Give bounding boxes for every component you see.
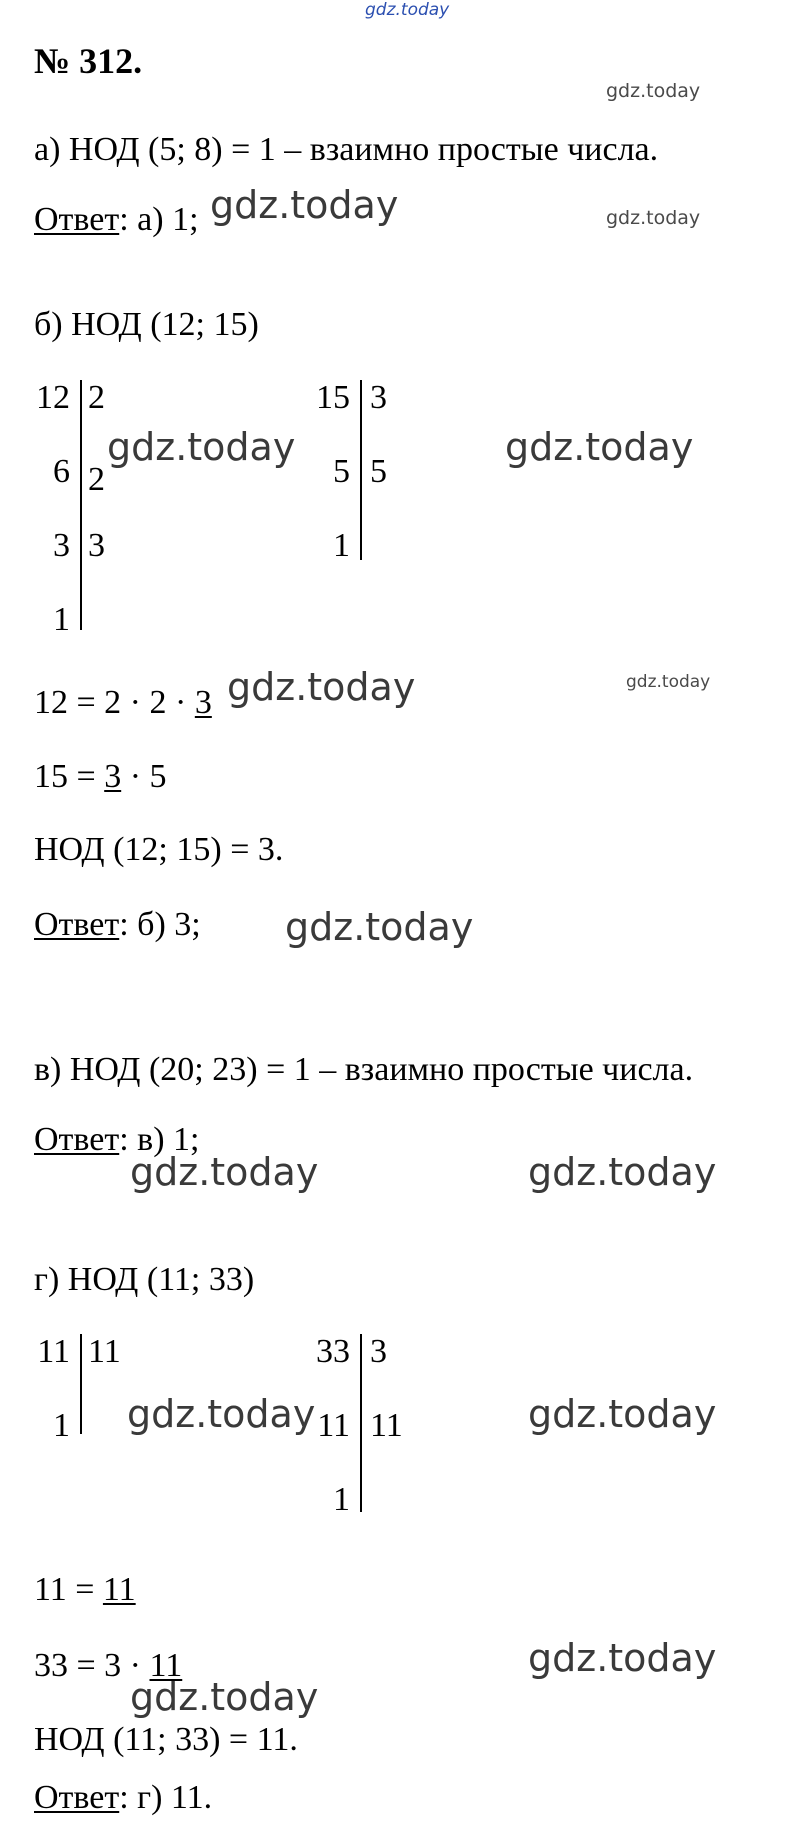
answer-label: Ответ (34, 1121, 120, 1158)
fact-left: 1 (333, 527, 350, 564)
watermark: gdz.today (528, 1392, 717, 1436)
part-v-line: в) НОД (20; 23) = 1 – взаимно простые числа. (34, 1051, 694, 1088)
eq-underlined: 11 (102, 1571, 136, 1608)
eq-text: 33 = 3 · (34, 1647, 150, 1684)
part-b-gcd: НОД (12; 15) = 3. (34, 831, 284, 868)
answer-value: : б) 3; (119, 906, 201, 943)
watermark-top: gdz.today (365, 0, 450, 20)
answer-label: Ответ (34, 1779, 120, 1816)
fact-right: 11 (370, 1407, 403, 1444)
watermark: gdz.today (505, 425, 694, 469)
part-b-heading: б) НОД (12; 15) (34, 306, 259, 343)
fact-right: 3 (370, 379, 387, 416)
part-g-gcd: НОД (11; 33) = 11. (34, 1721, 298, 1758)
eq-underlined: 3 (194, 684, 212, 721)
fact-right: 2 (88, 461, 105, 498)
fact-right: 5 (370, 453, 387, 490)
divider-line (80, 1334, 82, 1434)
part-b-eq1 (34, 683, 212, 723)
answer-value: : в) 1; (119, 1121, 200, 1158)
watermark: gdz.today (606, 207, 701, 229)
watermark: gdz.today (130, 1675, 319, 1719)
fact-left: 15 (316, 379, 350, 416)
fact-left: 33 (316, 1333, 350, 1370)
watermark: gdz.today (107, 425, 296, 469)
answer-label: Ответ (34, 906, 120, 943)
part-a-line: а) НОД (5; 8) = 1 – взаимно простые числа. (34, 131, 659, 168)
watermark: gdz.today (227, 665, 416, 709)
watermark: gdz.today (528, 1636, 717, 1680)
watermark: gdz.today (528, 1150, 717, 1194)
watermark: gdz.today (130, 1150, 319, 1194)
watermark: gdz.today (285, 905, 474, 949)
watermark: gdz.today (210, 183, 399, 227)
part-g-heading: г) НОД (11; 33) (34, 1261, 255, 1298)
eq-underlined: 3 (104, 758, 122, 795)
problem-title: № 312. (34, 41, 143, 81)
fact-left: 12 (36, 379, 70, 416)
fact-right: 11 (88, 1333, 121, 1370)
fact-left: 5 (333, 453, 350, 490)
fact-right: 3 (88, 527, 105, 564)
answer-value: : г) 11. (119, 1779, 213, 1816)
fact-left: 3 (53, 527, 70, 564)
part-g-eq1 (34, 1570, 136, 1610)
part-b-answer (34, 905, 201, 945)
answer-value: : а) 1; (119, 201, 199, 238)
divider-line (360, 380, 362, 560)
answer-label: Ответ (34, 201, 120, 238)
fact-right: 3 (370, 1333, 387, 1370)
fact-left: 1 (53, 601, 70, 638)
fact-left: 1 (333, 1481, 350, 1518)
fact-left: 1 (53, 1407, 70, 1444)
part-a-answer (34, 200, 199, 240)
watermark: gdz.today (626, 672, 711, 692)
fact-right: 2 (88, 379, 105, 416)
eq-text: 11 = (34, 1571, 103, 1608)
part-b-eq2 (34, 757, 167, 797)
part-g-answer (34, 1778, 212, 1818)
watermark: gdz.today (127, 1392, 316, 1436)
watermark: gdz.today (606, 80, 701, 102)
divider-line (80, 380, 82, 630)
fact-left: 6 (53, 453, 70, 490)
eq-text: 12 = 2 · 2 · (34, 684, 195, 721)
fact-left: 11 (317, 1407, 350, 1444)
divider-line (360, 1334, 362, 1512)
eq-underlined: 11 (149, 1647, 183, 1684)
eq-text: 15 = (34, 758, 105, 795)
eq-text: · 5 (121, 758, 167, 795)
fact-left: 11 (37, 1333, 70, 1370)
